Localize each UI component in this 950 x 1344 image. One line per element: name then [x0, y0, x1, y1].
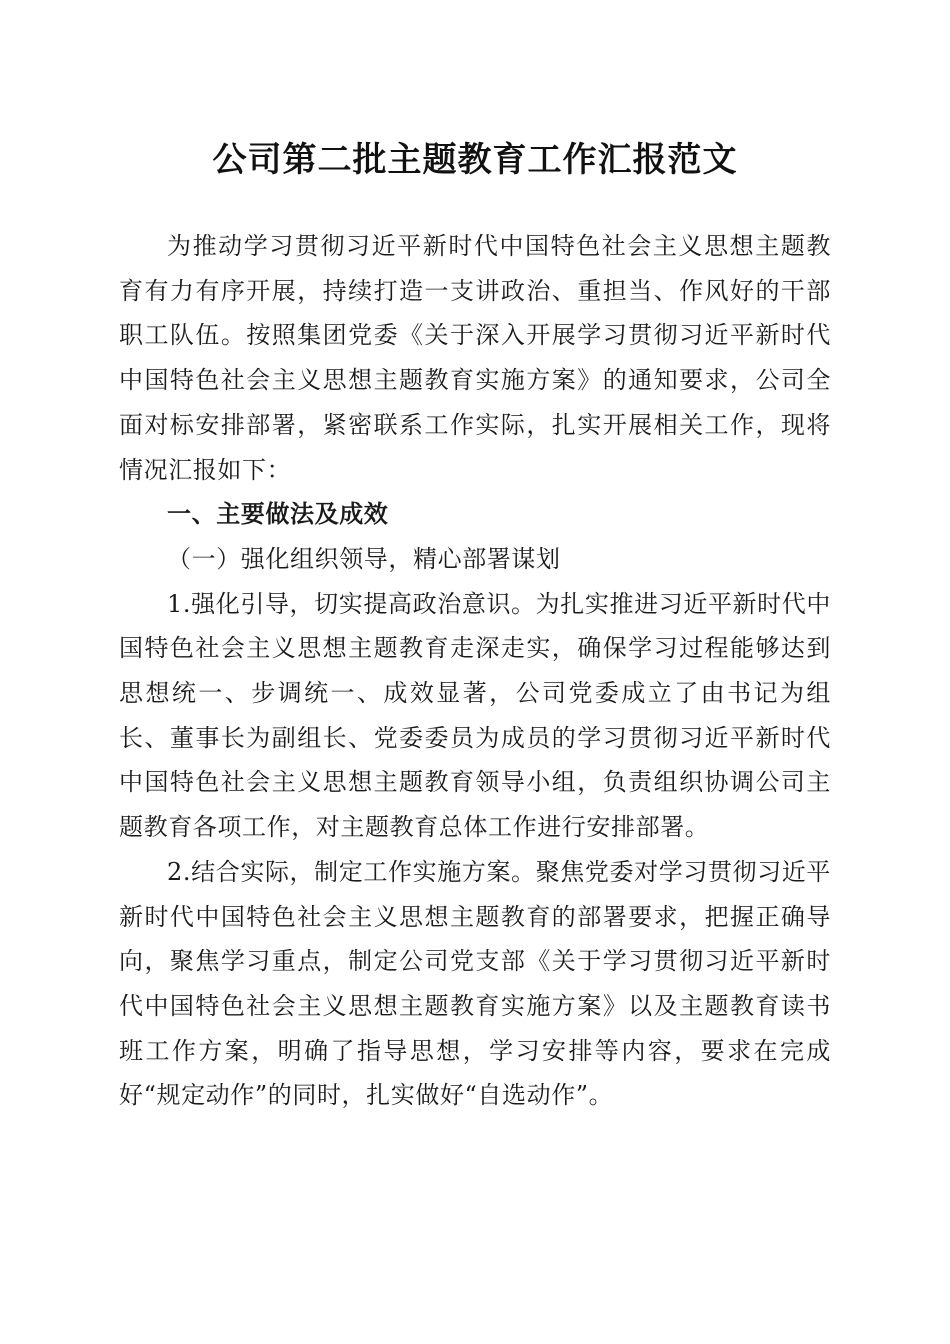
item-paragraph-1: 1.强化引导，切实提高政治意识。为扎实推进习近平新时代中国特色社会主义思想主题教育走深走实，确保学习过程能够达到思想统一、步调统一、成效显著，公司党委成立了由书记为组长、董事长为副组长、党委委员为成员的学习贯彻习近平新时代中国特色社会主义思想主题教育领导小组，负责组织协调公司主题教育各项工作，对主题教育总体工作进行安排部署。	[119, 589, 831, 842]
intro-paragraph: 为推动学习贯彻习近平新时代中国特色社会主义思想主题教育有力有序开展，持续打造一支讲政治、重担当、作风好的干部职工队伍。按照集团党委《关于深入开展学习贯彻习近平新时代中国特色社会主义思想主题教育实施方案》的通知要求，公司全面对标安排部署，紧密联系工作实际，扎实开展相关工作，现将情况汇报如下：	[119, 232, 831, 484]
section-heading: 一、主要做法及成效	[167, 500, 389, 529]
item-paragraph-2: 2.结合实际，制定工作实施方案。聚焦党委对学习贯彻习近平新时代中国特色社会主义思想主题教育的部署要求，把握正确导向，聚焦学习重点，制定公司党支部《关于学习贯彻习近平新时代中国特色社会主义思想主题教育实施方案》以及主题教育读书班工作方案，明确了指导思想，学习安排等内容，要求在完成好“规定动作”的同时，扎实做好“自选动作”。	[119, 857, 831, 1110]
document-body	[119, 224, 831, 1118]
subsection-heading: （一）强化组织领导，精心部署谋划	[167, 544, 561, 573]
document-title: 公司第二批主题教育工作汇报范文	[212, 140, 738, 180]
